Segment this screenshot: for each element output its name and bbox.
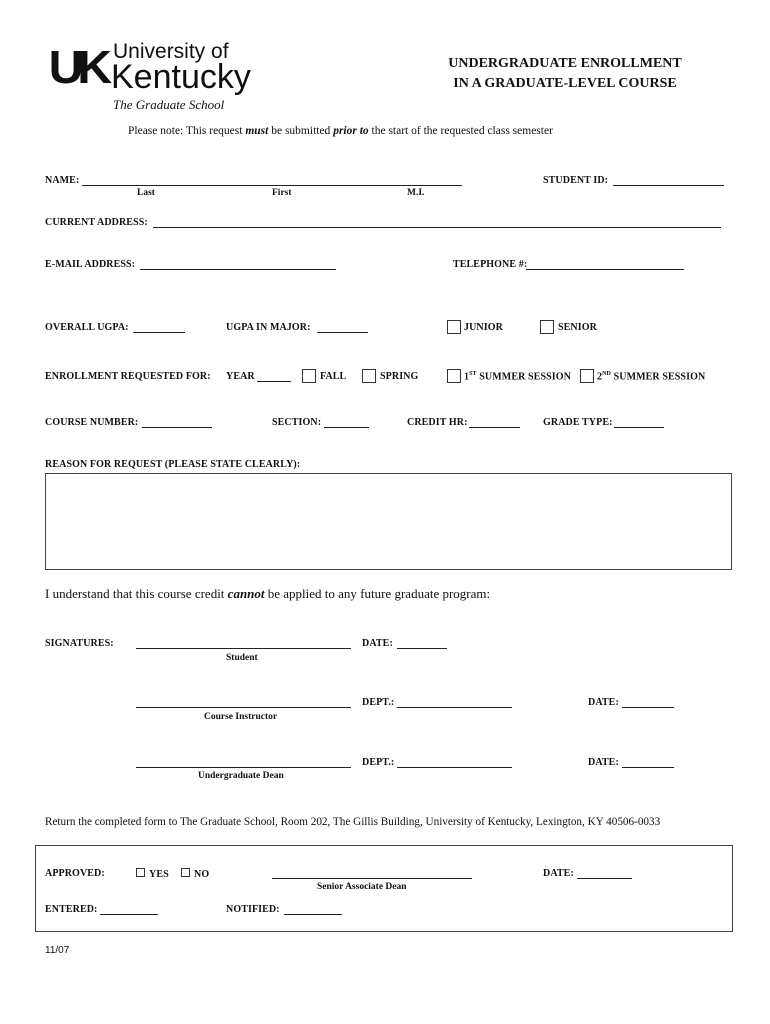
approved-label: APPROVED: bbox=[45, 868, 105, 879]
year-label: YEAR bbox=[226, 371, 255, 382]
overall-ugpa-label: OVERALL UGPA: bbox=[45, 322, 129, 333]
uk-logo-mark: UK bbox=[48, 41, 106, 93]
current-address-field[interactable] bbox=[153, 217, 721, 228]
form-title-line1: UNDERGRADUATE ENROLLMENT bbox=[448, 56, 682, 71]
dean-caption: Undergraduate Dean bbox=[198, 771, 284, 781]
year-field[interactable] bbox=[257, 371, 291, 382]
course-number-field[interactable] bbox=[142, 417, 212, 428]
note-text-mid: be submitted bbox=[268, 125, 334, 137]
credit-hr-label: CREDIT HR: bbox=[407, 417, 468, 428]
fall-checkbox[interactable] bbox=[302, 369, 316, 383]
senior-dean-caption: Senior Associate Dean bbox=[317, 882, 407, 892]
second-summer-label: 2ND SUMMER SESSION bbox=[597, 371, 706, 383]
note-text-end: the start of the requested class semester bbox=[368, 125, 553, 137]
reason-label: REASON FOR REQUEST (PLEASE STATE CLEARLY): bbox=[45, 459, 301, 470]
ugpa-major-label: UGPA IN MAJOR: bbox=[226, 322, 311, 333]
spring-label: SPRING bbox=[380, 371, 419, 382]
instructor-dept-label: DEPT.: bbox=[362, 697, 395, 708]
submission-note bbox=[128, 125, 553, 137]
return-instructions: Return the completed form to The Graduate School, Room 202, The Gillis Building, University of Kentucky, Lexington, KY 40506-0033 bbox=[45, 816, 661, 828]
approved-no-option[interactable] bbox=[181, 868, 209, 880]
yes-checkbox[interactable] bbox=[136, 868, 145, 877]
fall-label: FALL bbox=[320, 371, 347, 382]
enrollment-label: ENROLLMENT REQUESTED FOR: bbox=[45, 371, 211, 382]
name-mi-caption: M.I. bbox=[407, 188, 425, 198]
understand-text-end: be applied to any future graduate program: bbox=[264, 586, 491, 601]
credit-hr-field[interactable] bbox=[469, 417, 520, 428]
name-field[interactable] bbox=[82, 175, 462, 186]
student-caption: Student bbox=[226, 653, 258, 663]
approved-yes-option[interactable] bbox=[136, 868, 169, 880]
form-title bbox=[420, 54, 710, 94]
notified-field[interactable] bbox=[284, 904, 342, 915]
name-first-caption: First bbox=[272, 188, 292, 198]
spring-checkbox[interactable] bbox=[362, 369, 376, 383]
form-title-line2: IN A GRADUATE-LEVEL COURSE bbox=[453, 76, 677, 91]
first-summer-checkbox[interactable] bbox=[447, 369, 461, 383]
signatures-label: SIGNATURES: bbox=[45, 638, 114, 649]
form-revision-code: 11/07 bbox=[45, 945, 70, 956]
name-label: NAME: bbox=[45, 175, 80, 186]
instructor-dept-field[interactable] bbox=[397, 697, 512, 708]
senior-dean-signature-line[interactable] bbox=[272, 868, 472, 879]
junior-label: JUNIOR bbox=[464, 322, 503, 333]
instructor-date-label: DATE: bbox=[588, 697, 619, 708]
instructor-date-field[interactable] bbox=[622, 697, 674, 708]
entered-field[interactable] bbox=[100, 904, 158, 915]
ugpa-major-field[interactable] bbox=[317, 322, 368, 333]
senior-label: SENIOR bbox=[558, 322, 597, 333]
dean-date-label: DATE: bbox=[588, 757, 619, 768]
email-label: E-MAIL ADDRESS: bbox=[45, 259, 136, 270]
second-summer-checkbox[interactable] bbox=[580, 369, 594, 383]
student-id-label: STUDENT ID: bbox=[543, 175, 609, 186]
dean-signature-line[interactable] bbox=[136, 757, 351, 768]
understand-text: I understand that this course credit bbox=[45, 586, 228, 601]
section-label: SECTION: bbox=[272, 417, 322, 428]
understand-statement bbox=[45, 586, 490, 602]
telephone-label: TELEPHONE #: bbox=[453, 259, 528, 270]
name-last-caption: Last bbox=[137, 188, 155, 198]
understand-cannot: cannot bbox=[227, 586, 265, 601]
reason-textarea[interactable] bbox=[45, 473, 732, 570]
approval-date-field[interactable] bbox=[577, 868, 632, 879]
student-id-field[interactable] bbox=[613, 175, 724, 186]
junior-checkbox[interactable] bbox=[447, 320, 461, 334]
logo-kentucky: Kentucky bbox=[111, 58, 251, 96]
approval-date-label: DATE: bbox=[543, 868, 574, 879]
student-date-field[interactable] bbox=[397, 638, 447, 649]
section-field[interactable] bbox=[324, 417, 369, 428]
dean-dept-label: DEPT.: bbox=[362, 757, 395, 768]
logo-university-of: University of bbox=[113, 40, 229, 63]
student-date-label: DATE: bbox=[362, 638, 393, 649]
instructor-caption: Course Instructor bbox=[204, 712, 278, 722]
dean-date-field[interactable] bbox=[622, 757, 674, 768]
email-field[interactable] bbox=[140, 259, 336, 270]
logo-graduate-school: The Graduate School bbox=[113, 97, 225, 112]
grade-type-label: GRADE TYPE: bbox=[543, 417, 613, 428]
grade-type-field[interactable] bbox=[614, 417, 664, 428]
no-checkbox[interactable] bbox=[181, 868, 190, 877]
student-signature-line[interactable] bbox=[136, 638, 351, 649]
first-summer-label: 1ST SUMMER SESSION bbox=[464, 371, 571, 383]
yes-label: YES bbox=[149, 869, 169, 880]
instructor-signature-line[interactable] bbox=[136, 697, 351, 708]
telephone-field[interactable] bbox=[526, 259, 684, 270]
dean-dept-field[interactable] bbox=[397, 757, 512, 768]
senior-checkbox[interactable] bbox=[540, 320, 554, 334]
overall-ugpa-field[interactable] bbox=[133, 322, 185, 333]
note-must: must bbox=[245, 125, 269, 137]
current-address-label: CURRENT ADDRESS: bbox=[45, 217, 148, 228]
no-label: NO bbox=[194, 869, 210, 880]
note-prior: prior to bbox=[333, 125, 369, 137]
note-text: Please note: This request bbox=[128, 125, 246, 137]
course-number-label: COURSE NUMBER: bbox=[45, 417, 139, 428]
notified-label: NOTIFIED: bbox=[226, 904, 280, 915]
entered-label: ENTERED: bbox=[45, 904, 98, 915]
